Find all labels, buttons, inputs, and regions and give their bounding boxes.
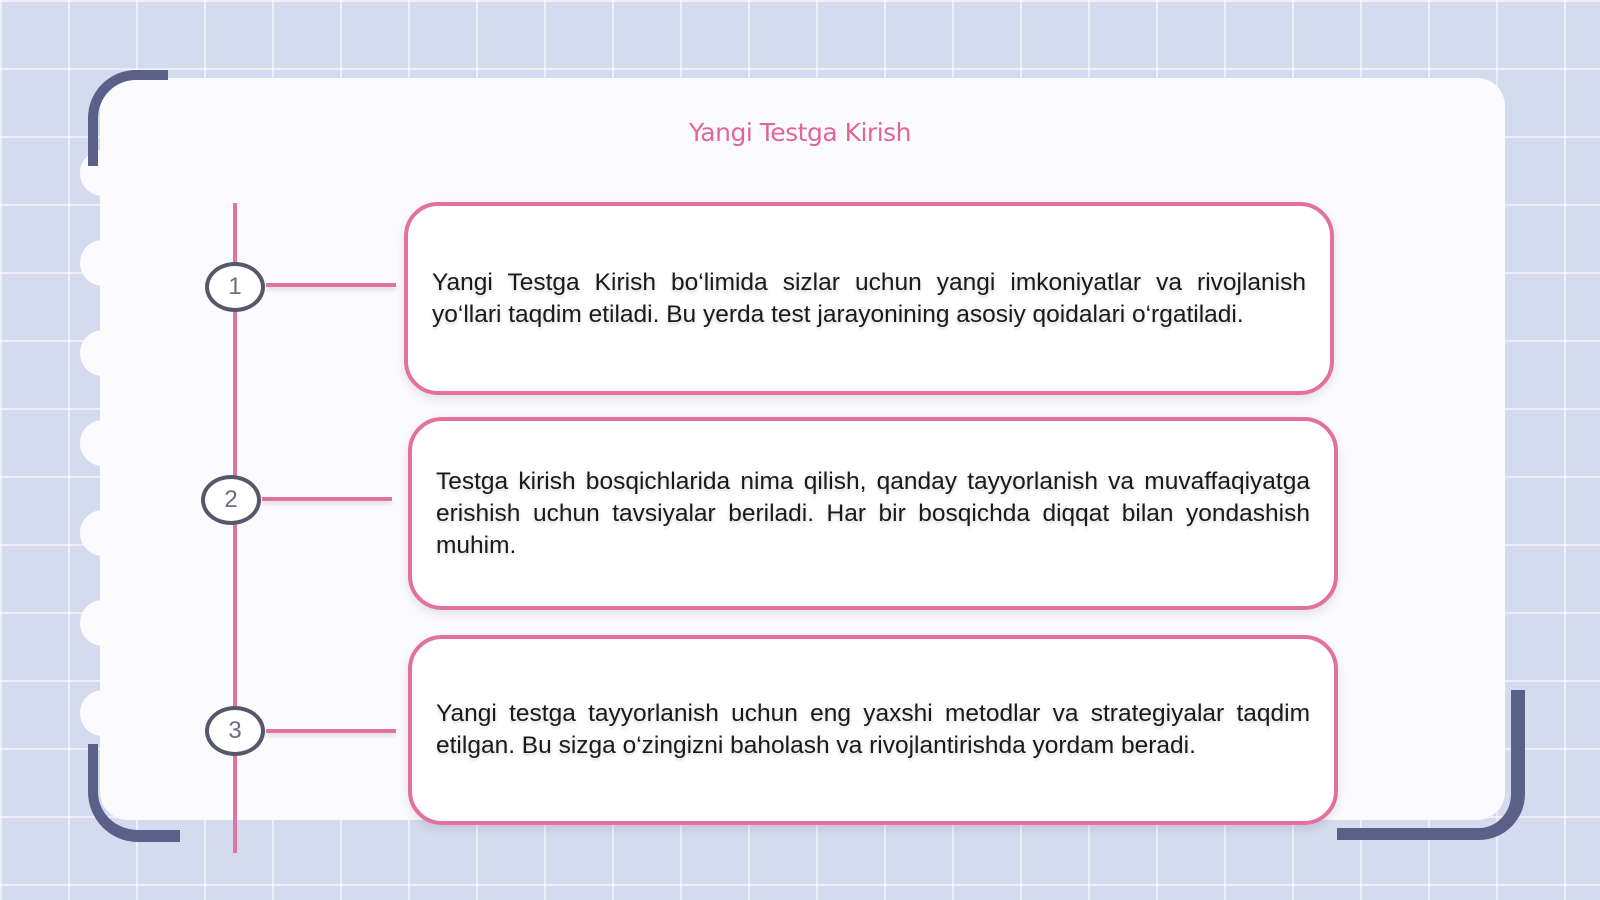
card-text: Testga kirish bosqichlarida nima qilish, qanday tayyorlanish va muvaffaqiyatga erishish uchun tavsiyalar beriladi. Har bir bosqichda diqqat bilan yondashish muhim. — [436, 467, 1310, 559]
timeline-marker-1 — [205, 262, 265, 312]
corner-bracket-bottom-right — [1337, 690, 1525, 840]
timeline-connector-2 — [262, 497, 392, 501]
content-card-3 — [408, 635, 1338, 825]
content-card-2 — [408, 417, 1338, 610]
paper-edge-bump — [80, 600, 126, 646]
paper-edge-bump — [80, 420, 126, 466]
content-card-1 — [404, 202, 1334, 395]
timeline-connector-1 — [266, 283, 396, 287]
paper-edge-bump — [80, 330, 126, 376]
corner-bracket-bottom-left — [88, 744, 180, 842]
corner-bracket-top-left — [88, 70, 168, 166]
timeline-marker-2 — [201, 475, 261, 525]
paper-edge-bump — [80, 690, 126, 736]
card-text: Yangi testga tayyorlanish uchun eng yaxshi metodlar va strategiyalar taqdim etilgan. Bu sizga o‘zingizni baholash va rivojlantirishda yordam beradi. — [436, 700, 1310, 759]
marker-number: 1 — [228, 273, 242, 300]
timeline-marker-3 — [205, 706, 265, 756]
card-text: Yangi Testga Kirish bo‘limida sizlar uchun yangi imkoniyatlar va rivojlanish yo‘llari taqdim etiladi. Bu yerda test jarayonining asosiy qoidalari o‘rgatiladi. — [432, 268, 1306, 328]
marker-number: 3 — [228, 717, 242, 744]
paper-edge-bump — [80, 240, 126, 286]
timeline-connector-3 — [266, 729, 396, 733]
slide-title: Yangi Testga Kirish — [688, 118, 912, 147]
paper-edge-bump — [80, 510, 126, 556]
marker-number: 2 — [224, 486, 238, 513]
